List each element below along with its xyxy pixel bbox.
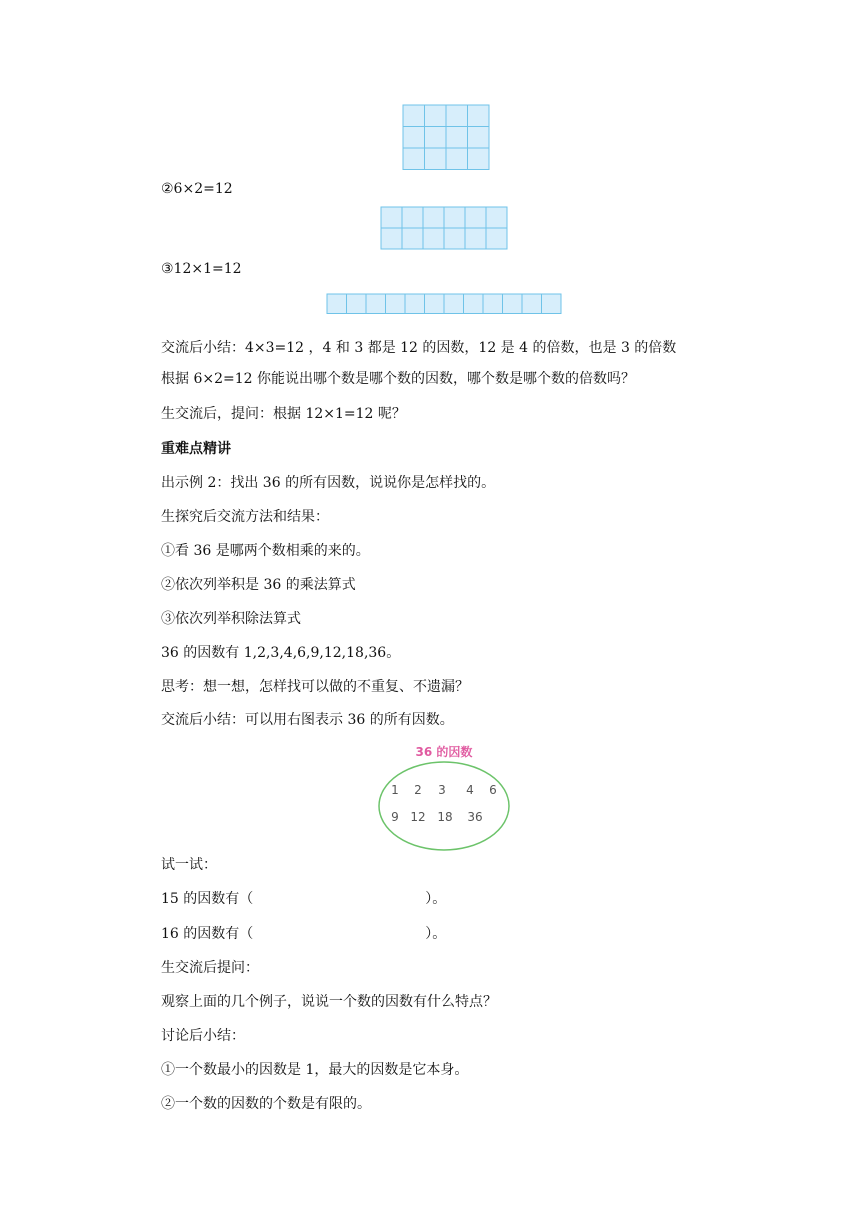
grid-cell	[327, 294, 347, 314]
factor-number: 1	[391, 783, 399, 797]
grid-cell	[381, 207, 402, 228]
grid-cell	[444, 207, 465, 228]
grid-cell	[425, 294, 445, 314]
factors-15-blank	[161, 890, 446, 908]
grid-cell	[486, 207, 507, 228]
conclusion-2: ②一个数的因数的个数是有限的。	[161, 1096, 371, 1112]
factors-15-prefix: 15 的因数有（	[161, 891, 254, 907]
observe-line: 观察上面的几个例子，说说一个数的因数有什么特点？	[161, 994, 497, 1010]
method-3: ③依次列举积除法算式	[161, 611, 301, 627]
factors-36-diagram	[378, 742, 514, 854]
conclusion-1: ①一个数最小的因数是 1，最大的因数是它本身。	[161, 1062, 469, 1078]
grid-6x2	[380, 206, 510, 250]
grid-cell	[402, 207, 423, 228]
grid-cell	[486, 228, 507, 249]
factor-number: 18	[437, 810, 453, 824]
grid-4x3	[402, 104, 490, 172]
grid-cell	[468, 148, 490, 170]
factors-of-36: 36 的因数有 1,2,3,4,6,9,12,18,36。	[161, 645, 401, 661]
factors-oval	[379, 762, 509, 850]
method-2: ②依次列举积是 36 的乘法算式	[161, 577, 356, 593]
grid-cell	[503, 294, 523, 314]
factors-16-prefix: 16 的因数有（	[161, 926, 254, 942]
grid-cell	[402, 228, 423, 249]
factors-16-suffix: ）。	[425, 926, 447, 942]
question-line-2: 生交流后，提问：根据 12×1=12 呢？	[161, 406, 406, 422]
grid-cell	[403, 105, 425, 127]
factors-16-blank	[161, 925, 446, 943]
factor-number: 2	[414, 783, 422, 797]
grid-cell	[464, 294, 484, 314]
grid-cell	[465, 207, 486, 228]
example-2: 出示例 2：找出 36 的所有因数，说说你是怎样找的。	[161, 475, 496, 491]
section-heading: 重难点精讲	[161, 441, 231, 457]
summary-line-1: 交流后小结：4×3=12 ，4 和 3 都是 12 的因数，12 是 4 的倍数，也是 3 的倍数	[161, 340, 677, 356]
grid-cell	[423, 228, 444, 249]
grid-cell	[444, 294, 464, 314]
discuss-line: 讨论后小结：	[161, 1028, 245, 1044]
grid-cell	[522, 294, 542, 314]
factors-diagram-title: 36 的因数	[415, 745, 473, 759]
ask-line: 生交流后提问：	[161, 960, 259, 976]
factor-number: 4	[466, 783, 474, 797]
explore-line: 生探究后交流方法和结果：	[161, 509, 329, 525]
grid-cell	[468, 105, 490, 127]
factor-number: 36	[467, 810, 483, 824]
factors-15-suffix: ）。	[425, 891, 447, 907]
grid-cell	[425, 105, 447, 127]
grid-cell	[403, 127, 425, 149]
try-heading: 试一试：	[161, 857, 217, 873]
factor-number: 6	[489, 783, 497, 797]
question-line-1: 根据 6×2=12 你能说出哪个数是哪个数的因数，哪个数是哪个数的倍数吗？	[161, 371, 635, 387]
grid-cell	[405, 294, 425, 314]
grid-cell	[446, 127, 468, 149]
grid-cell	[403, 148, 425, 170]
grid-12x1	[326, 293, 566, 321]
equation-6x2: ②6×2=12	[161, 181, 233, 197]
grid-cell	[446, 148, 468, 170]
grid-cell	[366, 294, 386, 314]
factor-number: 3	[438, 783, 446, 797]
think-question: 思考：想一想，怎样找可以做的不重复、不遗漏？	[161, 679, 469, 695]
grid-cell	[423, 207, 444, 228]
grid-cell	[347, 294, 367, 314]
grid-cell	[425, 127, 447, 149]
grid-cell	[446, 105, 468, 127]
equation-12x1: ③12×1=12	[161, 261, 242, 277]
grid-cell	[425, 148, 447, 170]
factor-number: 9	[391, 810, 399, 824]
grid-cell	[483, 294, 503, 314]
grid-cell	[542, 294, 562, 314]
grid-cell	[381, 228, 402, 249]
grid-cell	[444, 228, 465, 249]
method-1: ①看 36 是哪两个数相乘的来的。	[161, 543, 370, 559]
grid-cell	[468, 127, 490, 149]
summary-line-2: 交流后小结：可以用右图表示 36 的所有因数。	[161, 712, 454, 728]
factor-number: 12	[410, 810, 426, 824]
grid-cell	[386, 294, 406, 314]
grid-cell	[465, 228, 486, 249]
